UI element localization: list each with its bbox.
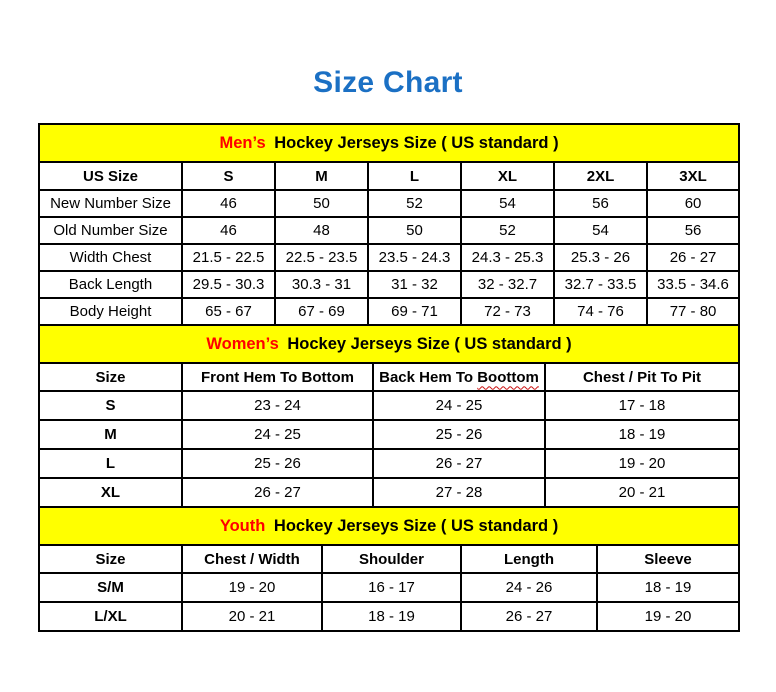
cell: 25 - 26 <box>182 449 373 478</box>
page-title: Size Chart <box>313 66 463 99</box>
cell: 24.3 - 25.3 <box>461 244 554 271</box>
womens-banner <box>39 325 739 363</box>
womens-banner-row <box>39 325 739 363</box>
cell: 23.5 - 24.3 <box>368 244 461 271</box>
cell: 24 - 26 <box>461 573 597 602</box>
youth-row-lxl <box>39 602 739 631</box>
youth-banner-row <box>39 507 739 545</box>
cell: 16 - 17 <box>322 573 461 602</box>
mens-banner-row <box>39 124 739 162</box>
womens-col-header: Size <box>39 363 182 391</box>
youth-col-header: Chest / Width <box>182 545 322 573</box>
youth-row-sm <box>39 573 739 602</box>
youth-banner-highlight: Youth <box>219 516 266 535</box>
mens-col-header: 3XL <box>647 162 739 190</box>
row-label: New Number Size <box>39 190 182 217</box>
cell: 25 - 26 <box>373 420 545 449</box>
cell: 69 - 71 <box>368 298 461 325</box>
cell: 24 - 25 <box>373 391 545 420</box>
cell: 21.5 - 22.5 <box>182 244 275 271</box>
misspelled-word: Boottom <box>477 368 539 386</box>
cell: 60 <box>647 190 739 217</box>
mens-banner-text: Hockey Jerseys Size ( US standard ) <box>274 133 559 152</box>
womens-row-l <box>39 449 739 478</box>
mens-row-new-number-size <box>39 190 739 217</box>
cell: 26 - 27 <box>182 478 373 507</box>
womens-banner-highlight: Women’s <box>206 334 279 353</box>
cell: 19 - 20 <box>182 573 322 602</box>
cell: 27 - 28 <box>373 478 545 507</box>
youth-col-header: Shoulder <box>322 545 461 573</box>
row-label: L <box>39 449 182 478</box>
cell: 17 - 18 <box>545 391 739 420</box>
youth-banner <box>39 507 739 545</box>
mens-col-header: XL <box>461 162 554 190</box>
cell: 48 <box>275 217 368 244</box>
womens-col-header-back-hem: Back Hem To Boottom <box>373 363 545 391</box>
mens-col-header: M <box>275 162 368 190</box>
womens-row-m <box>39 420 739 449</box>
womens-col-header: Front Hem To Bottom <box>182 363 373 391</box>
youth-banner-text: Hockey Jerseys Size ( US standard ) <box>273 516 559 535</box>
mens-col-header: L <box>368 162 461 190</box>
cell: 26 - 27 <box>647 244 739 271</box>
cell: 18 - 19 <box>597 573 739 602</box>
cell: 29.5 - 30.3 <box>182 271 275 298</box>
cell: 56 <box>554 190 647 217</box>
cell: 25.3 - 26 <box>554 244 647 271</box>
mens-col-header: 2XL <box>554 162 647 190</box>
youth-header-row <box>39 545 739 573</box>
cell: 46 <box>182 217 275 244</box>
womens-col-header: Chest / Pit To Pit <box>545 363 739 391</box>
row-label: S <box>39 391 182 420</box>
youth-col-header: Sleeve <box>597 545 739 573</box>
cell: 52 <box>461 217 554 244</box>
mens-row-old-number-size <box>39 217 739 244</box>
cell: 23 - 24 <box>182 391 373 420</box>
womens-banner-text: Hockey Jerseys Size ( US standard ) <box>287 334 572 353</box>
cell: 50 <box>275 190 368 217</box>
size-table-mens <box>38 123 740 326</box>
row-label: Width Chest <box>39 244 182 271</box>
mens-header-row <box>39 162 739 190</box>
cell: 26 - 27 <box>373 449 545 478</box>
cell: 19 - 20 <box>545 449 739 478</box>
cell: 22.5 - 23.5 <box>275 244 368 271</box>
cell: 32 - 32.7 <box>461 271 554 298</box>
mens-col-header: US Size <box>39 162 182 190</box>
row-label: L/XL <box>39 602 182 631</box>
size-table-womens <box>38 324 740 508</box>
row-label: M <box>39 420 182 449</box>
cell: 24 - 25 <box>182 420 373 449</box>
cell: 32.7 - 33.5 <box>554 271 647 298</box>
womens-header-row <box>39 363 739 391</box>
womens-row-xl <box>39 478 739 507</box>
row-label: XL <box>39 478 182 507</box>
cell: 56 <box>647 217 739 244</box>
cell: 31 - 32 <box>368 271 461 298</box>
cell: 67 - 69 <box>275 298 368 325</box>
mens-banner-highlight: Men’s <box>219 133 266 152</box>
cell: 46 <box>182 190 275 217</box>
size-table-youth <box>38 506 740 632</box>
cell: 18 - 19 <box>545 420 739 449</box>
cell: 77 - 80 <box>647 298 739 325</box>
cell: 65 - 67 <box>182 298 275 325</box>
youth-col-header: Length <box>461 545 597 573</box>
cell: 52 <box>368 190 461 217</box>
cell: 18 - 19 <box>322 602 461 631</box>
row-label: Body Height <box>39 298 182 325</box>
mens-row-back-length <box>39 271 739 298</box>
cell: 74 - 76 <box>554 298 647 325</box>
cell: 30.3 - 31 <box>275 271 368 298</box>
size-chart-container <box>38 123 738 632</box>
mens-row-width-chest <box>39 244 739 271</box>
cell: 33.5 - 34.6 <box>647 271 739 298</box>
cell: 50 <box>368 217 461 244</box>
row-label: Old Number Size <box>39 217 182 244</box>
cell: 72 - 73 <box>461 298 554 325</box>
cell: 20 - 21 <box>182 602 322 631</box>
mens-col-header: S <box>182 162 275 190</box>
womens-row-s <box>39 391 739 420</box>
cell: 19 - 20 <box>597 602 739 631</box>
youth-col-header: Size <box>39 545 182 573</box>
cell: 54 <box>461 190 554 217</box>
row-label: S/M <box>39 573 182 602</box>
mens-row-body-height <box>39 298 739 325</box>
cell: 54 <box>554 217 647 244</box>
cell: 20 - 21 <box>545 478 739 507</box>
mens-banner <box>39 124 739 162</box>
cell: 26 - 27 <box>461 602 597 631</box>
row-label: Back Length <box>39 271 182 298</box>
